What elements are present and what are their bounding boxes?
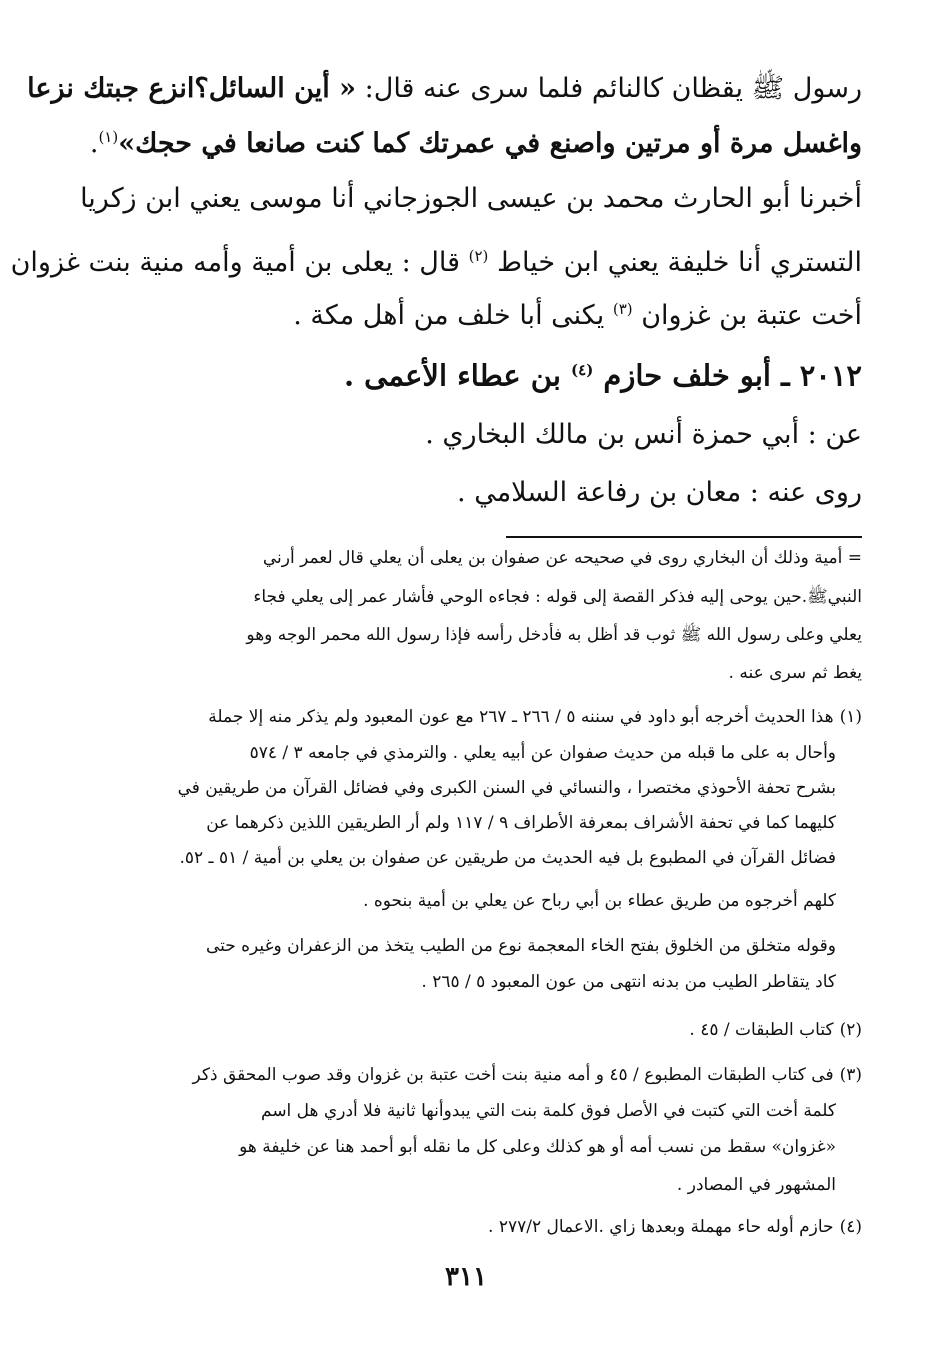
footnote-continuation-line: يغط ثم سرى عنه .	[728, 663, 862, 683]
footnote-2-number: (٢)	[839, 1020, 862, 1040]
footnote-divider	[506, 536, 862, 538]
entry-heading	[344, 352, 862, 394]
footnote-1-text: هذا الحديث أخرجه أبو داود في سننه ٥ / ٢٦٦ ـ ٢٦٧ مع عون المعبود ولم يذكر منه إلا جملة	[208, 707, 834, 727]
chain-line-2-b: قال : يعلى بن أمية وأمه منية بنت غزوان	[10, 247, 461, 278]
footnote-1-number: (١)	[839, 707, 862, 727]
hadith-line-2-bold: واغسل مرة أو مرتين واصنع في عمرتك كما كنت صانعا في حجك»	[118, 128, 862, 159]
footnote-ref-4: (٤)	[571, 361, 594, 379]
footnote-2-line	[689, 1017, 862, 1043]
footnote-2-text: كتاب الطبقات / ٤٥ .	[689, 1020, 834, 1040]
footnote-3-line	[193, 1062, 862, 1088]
footnote-3-line: «غزوان» سقط من نسب أمه أو هو كذلك وعلى كل ما نقله أبو أحمد هنا عن خليفة هو	[239, 1137, 836, 1157]
footnote-3-number: (٣)	[839, 1065, 862, 1085]
footnote-1-line: كاد يتقاطر الطيب من بدنه انتهى من عون المعبود ٥ / ٢٦٥ .	[421, 972, 836, 992]
footnote-3-text: فى كتاب الطبقات المطبوع / ٤٥ و أمه منية بنت أخت عتبة بن غزوان وقد صوب المحقق ذكر	[192, 1065, 834, 1085]
chain-line-3-b: يكنى أبا خلف من أهل مكة .	[293, 300, 605, 331]
hadith-line-2-end: .	[89, 128, 99, 159]
footnote-4-line	[488, 1214, 862, 1240]
entry-narrated-by: روى عنه : معان بن رفاعة السلامي .	[457, 477, 862, 508]
page-number: ٣١١	[445, 1262, 487, 1292]
chain-line-1: أخبرنا أبو الحارث محمد بن عيسى الجوزجاني أنا موسى يعني ابن زكريا	[80, 183, 862, 214]
footnote-1-line: بشرح تحفة الأحوذي مختصرا ، والنسائي في السنن الكبرى وفي فضائل القرآن من طريقين في	[177, 778, 836, 798]
footnote-4-number: (٤)	[839, 1217, 862, 1237]
footnote-1-line: كلهم أخرجوه من طريق عطاء بن أبي رباح عن يعلي بن أمية بنحوه .	[363, 891, 836, 911]
entry-heading-b: بن عطاء الأعمى .	[343, 358, 561, 393]
footnote-3-line: كلمة أخت التي كتبت في الأصل فوق كلمة بنت التي يبدوأنها ثانية فلا أدري هل اسم	[261, 1101, 836, 1121]
chain-line-2-a: التستري أنا خليفة يعني ابن خياط	[496, 247, 862, 278]
footnote-1-line: وأحال به على ما قبله من حديث صفوان عن أبيه يعلي . والترمذي في جامعه ٣ / ٥٧٤	[249, 743, 836, 763]
hadith-line-1-bold: « أين السائل؟انزع جبتك نزعا	[27, 73, 357, 104]
hadith-line-1-plain: رسول ﷺ يقظان كالنائم فلما سرى عنه قال:	[364, 73, 862, 104]
footnote-continuation-line: يعلي وعلى رسول الله ﷺ ثوب قد أظل به فأدخل رأسه فإذا رسول الله محمر الوجه وهو	[246, 625, 862, 645]
chain-line-3	[293, 292, 862, 333]
footnote-1-line	[208, 704, 862, 730]
entry-narrated-from: عن : أبي حمزة أنس بن مالك البخاري .	[425, 419, 862, 450]
footnote-3-line: المشهور في المصادر .	[676, 1175, 836, 1195]
footnote-continuation-line: النبيﷺ.حين يوحى إليه فذكر القصة إلى قوله : فجاءه الوحي فأشار عمر إلى يعلي فجاء	[253, 587, 862, 607]
footnote-ref-2: (٢)	[468, 247, 489, 265]
footnote-4-text: حازم أوله حاء مهملة وبعدها زاي .الاعمال ٢٧٧/٢ .	[488, 1217, 834, 1237]
hadith-line-1	[27, 72, 862, 106]
footnote-1-line: كليهما كما في تحفة الأشراف بمعرفة الأطراف ٩ / ١١٧ ولم أر الطريقين اللذين ذكرهما عن	[206, 813, 836, 833]
footnote-1-line: فضائل القرآن في المطبوع بل فيه الحديث من طريقين عن صفوان بن يعلي بن أمية / ٥١ ـ ٥٢.	[179, 848, 836, 868]
footnote-continuation-line: = أمية وذلك أن البخاري روى في صحيحه عن صفوان بن يعلى أن يعلي قال لعمر أرني	[262, 548, 862, 568]
chain-line-2	[11, 239, 862, 280]
footnote-ref-3: (٣)	[612, 300, 633, 318]
hadith-line-2	[90, 120, 862, 161]
chain-line-3-a: أخت عتبة بن غزوان	[641, 300, 862, 331]
footnote-1-line: وقوله متخلق من الخلوق بفتح الخاء المعجمة نوع من الطيب يتخذ من الزعفران وغيره حتى	[205, 936, 836, 956]
entry-heading-a: ٢٠١٢ ـ أبو خلف حازم	[603, 358, 862, 393]
footnote-ref-1: (١)	[98, 128, 119, 146]
